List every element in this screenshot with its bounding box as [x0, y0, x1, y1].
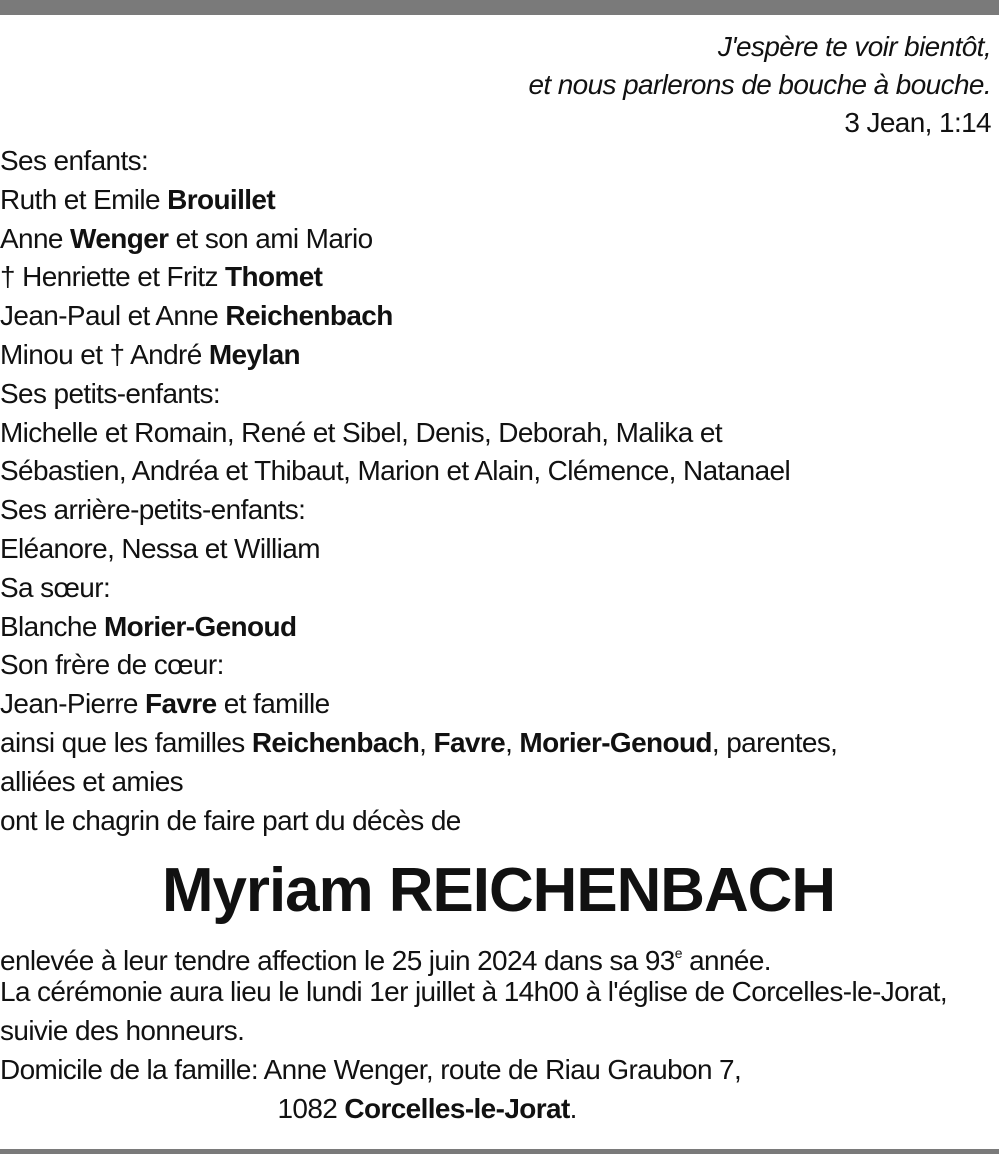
families-line [0, 724, 997, 763]
quote-reference: 3 Jean, 1:14 [844, 107, 992, 138]
ceremony-line-2: suivie des honneurs. [0, 1014, 245, 1046]
child-note: et son ami Mario [168, 222, 373, 254]
child-surname: Brouillet [167, 183, 276, 215]
domicile-line-1: Domicile de la famille: Anne Wenger, route de Riau Graubon 7, [0, 1053, 742, 1085]
child-line [0, 258, 997, 297]
child-line [0, 297, 997, 336]
child-line [0, 181, 997, 220]
ordinal-suffix: e [674, 945, 682, 962]
domicile-postcode: 1082 [277, 1092, 345, 1124]
sister-line [0, 608, 997, 647]
families-suffix: , parentes, [711, 726, 838, 758]
child-surname: Wenger [70, 222, 169, 254]
brother-line [0, 685, 997, 724]
top-rule [0, 0, 999, 15]
domicile-end: . [569, 1092, 577, 1124]
children-heading: Ses enfants: [0, 145, 149, 176]
separator: , [505, 726, 520, 758]
child-surname: Meylan [208, 338, 301, 370]
families-prefix: ainsi que les familles [0, 726, 252, 758]
death-text-end: année. [681, 945, 771, 977]
obituary-notice [0, 28, 997, 1128]
death-text: enlevée à leur tendre affection le 25 juin 2024 dans sa 93 [0, 945, 675, 977]
sister-heading: Sa sœur: [0, 571, 111, 603]
child-surname: Reichenbach [225, 300, 393, 332]
brother-heading: Son frère de cœur: [0, 649, 224, 681]
child-given-names: † Henriette et Fritz [0, 261, 226, 293]
death-line [0, 934, 997, 977]
child-given-names: Minou et † André [0, 338, 209, 370]
family-surname: Favre [433, 726, 506, 758]
brother-surname: Favre [145, 688, 217, 720]
ceremony-line-1: La cérémonie aura lieu le lundi 1er juillet à 14h00 à l'église de Corcelles-le-Jorat, [0, 976, 948, 1008]
quote-line-1: J'espère te voir bientôt, [717, 31, 992, 62]
bible-quote [0, 28, 997, 142]
child-given-names: Anne [0, 222, 71, 254]
family-surname: Reichenbach [251, 726, 420, 758]
sister-surname: Morier-Genoud [103, 610, 297, 642]
child-given-names: Jean-Paul et Anne [0, 300, 226, 332]
grandchildren-line: Michelle et Romain, René et Sibel, Denis, Deborah, Malika et [0, 416, 723, 448]
domicile-town: Corcelles-le-Jorat [344, 1092, 570, 1124]
separator: , [419, 726, 434, 758]
child-given-names: Ruth et Emile [0, 183, 168, 215]
grandchildren-heading: Ses petits-enfants: [0, 377, 221, 409]
great-grandchildren-heading: Ses arrière-petits-enfants: [0, 494, 306, 526]
family-surname: Morier-Genoud [519, 726, 712, 758]
brother-note: et famille [216, 688, 330, 720]
sister-given-name: Blanche [0, 610, 104, 642]
bottom-rule [0, 1149, 999, 1154]
domicile-line-2 [0, 1090, 997, 1129]
grandchildren-line: Sébastien, Andréa et Thibaut, Marion et Alain, Clémence, Natanael [0, 455, 791, 487]
child-line [0, 336, 997, 375]
deceased-name: Myriam REICHENBACH [161, 856, 836, 926]
child-line [0, 220, 997, 259]
child-surname: Thomet [225, 261, 323, 293]
families-line-2: alliées et amies [0, 765, 184, 797]
announcement-line: ont le chagrin de faire part du décès de [0, 804, 461, 836]
quote-line-2: et nous parlerons de bouche à bouche. [528, 69, 992, 100]
great-grandchildren-line: Eléanore, Nessa et William [0, 532, 320, 564]
brother-given-name: Jean-Pierre [0, 688, 146, 720]
